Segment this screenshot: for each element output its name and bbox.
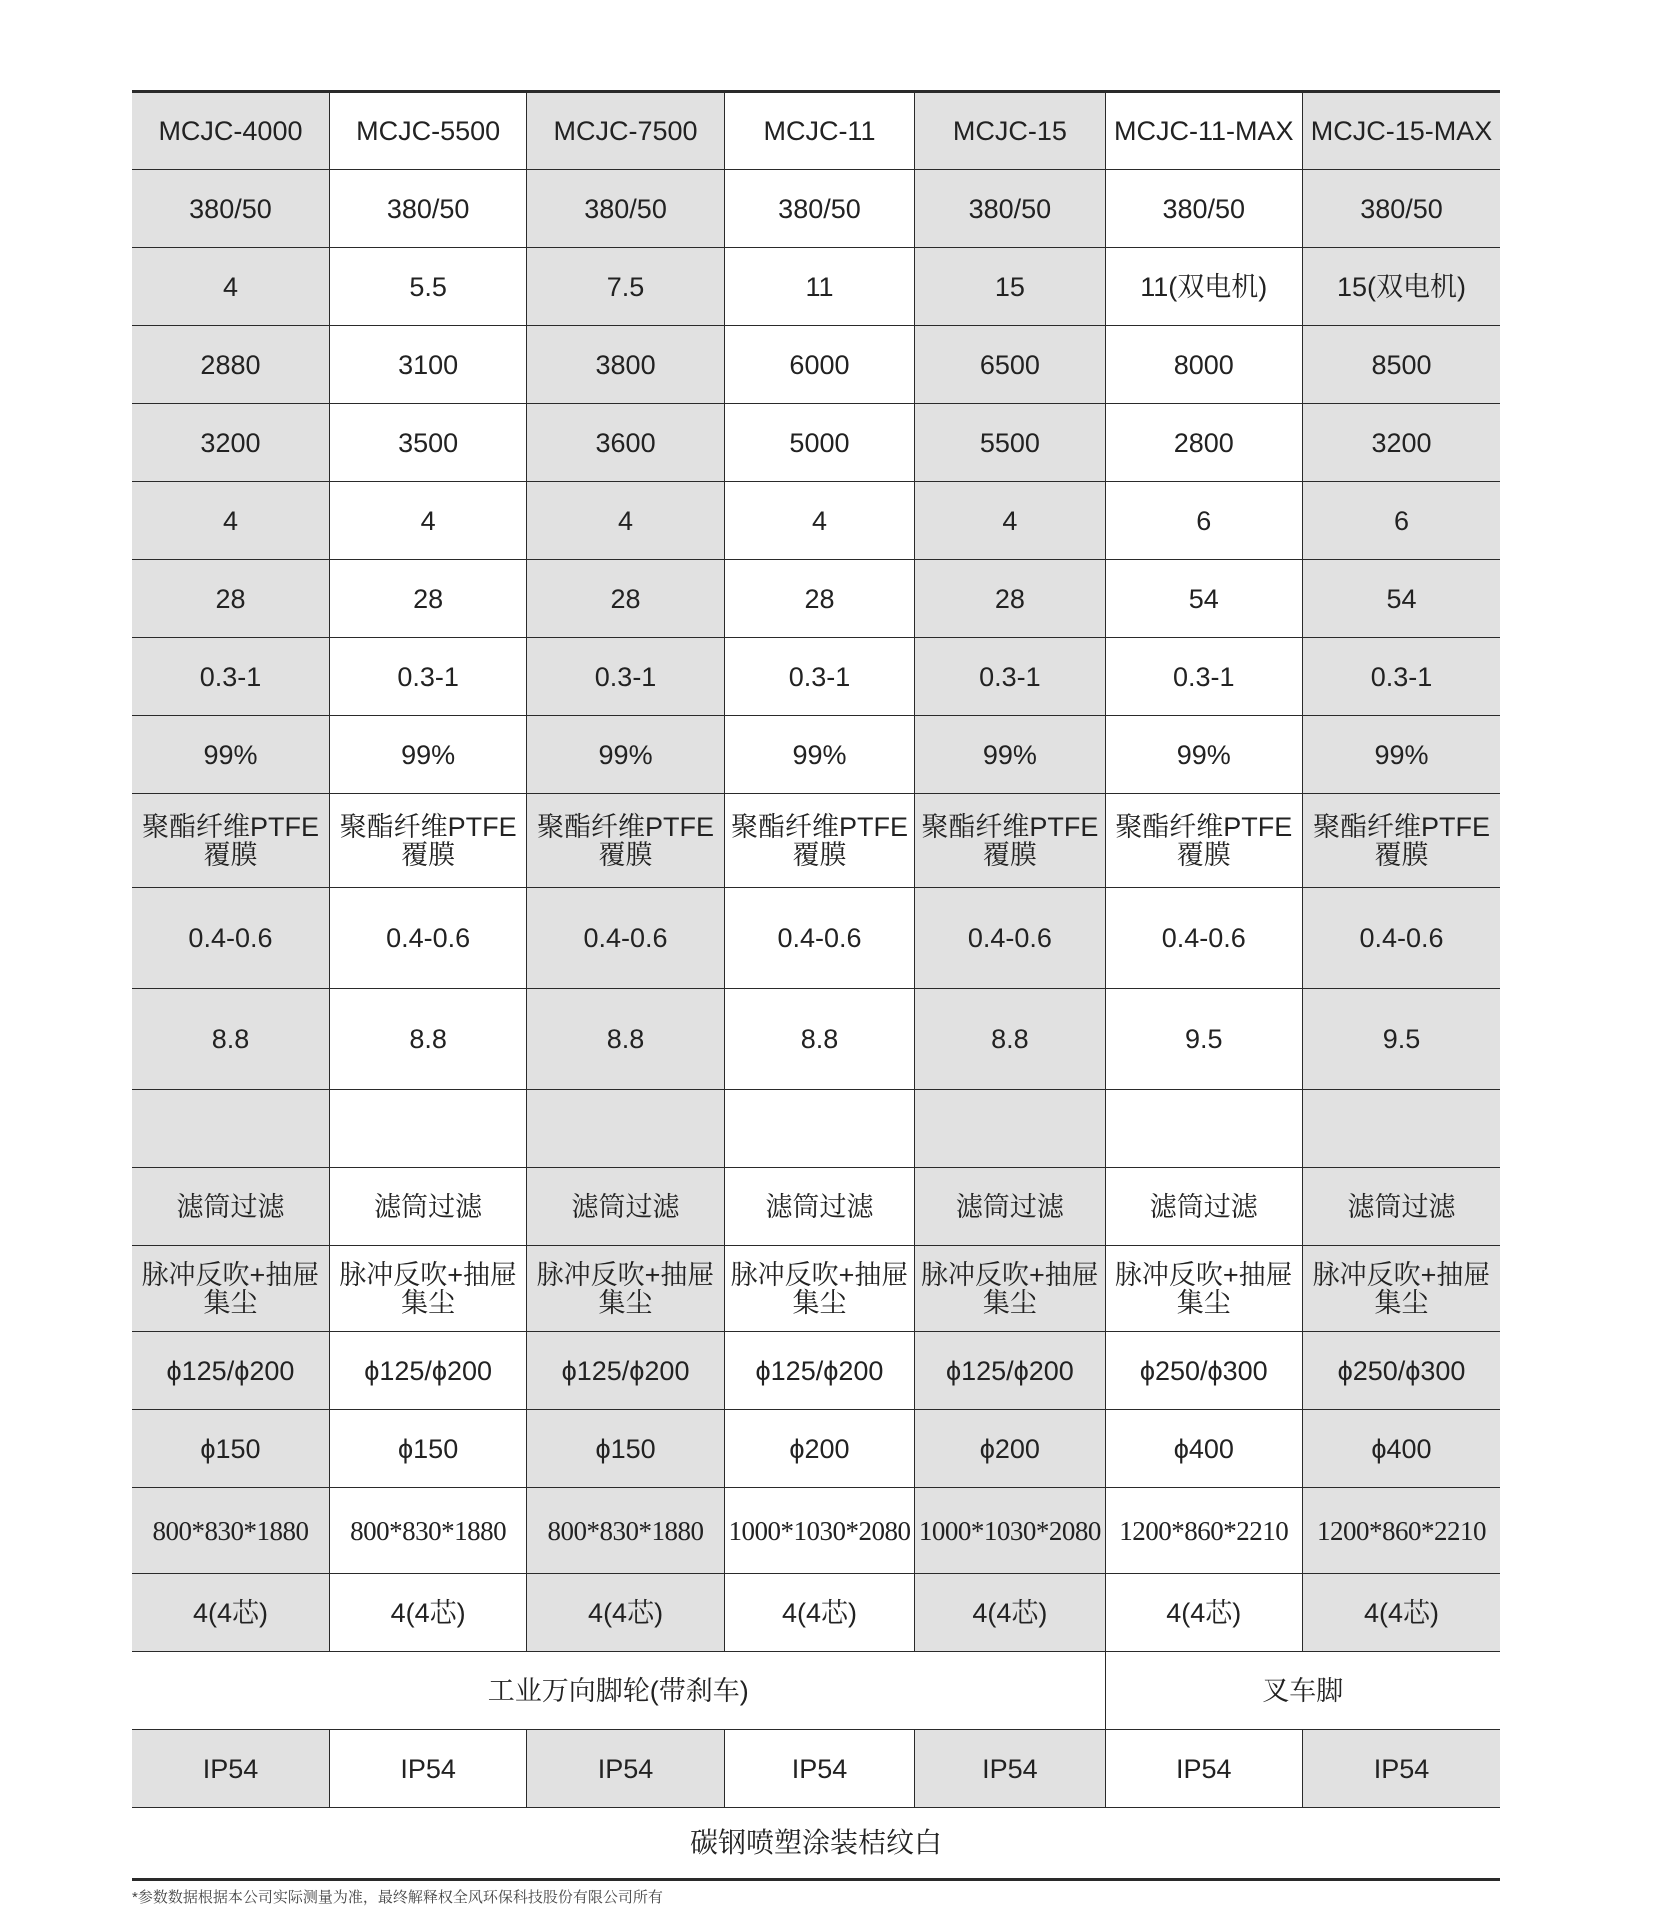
spec-cell — [1303, 1090, 1501, 1168]
spec-cell: 脉冲反吹+抽屉集尘 — [1105, 1246, 1302, 1332]
spec-cell: 0.4-0.6 — [724, 888, 914, 989]
spec-cell — [1105, 1090, 1302, 1168]
spec-cell: 聚酯纤维PTFE覆膜 — [915, 794, 1105, 888]
coating-row — [132, 1804, 1500, 1881]
spec-cell: 8.8 — [915, 989, 1105, 1090]
spec-cell: 脉冲反吹+抽屉集尘 — [132, 1246, 329, 1332]
spec-cell: 8000 — [1105, 326, 1302, 404]
spec-cell: 4 — [915, 482, 1105, 560]
model-header-cell: MCJC-11-MAX — [1105, 92, 1302, 170]
spec-row — [132, 326, 1500, 404]
spec-cell — [329, 1090, 526, 1168]
spec-row — [132, 404, 1500, 482]
spec-cell: ϕ150 — [527, 1410, 724, 1488]
spec-cell: 0.4-0.6 — [1303, 888, 1501, 989]
spec-cell: ϕ125/ϕ200 — [915, 1332, 1105, 1410]
spec-cell — [132, 1090, 329, 1168]
spec-cell: 5500 — [915, 404, 1105, 482]
spec-cell: 0.3-1 — [1105, 638, 1302, 716]
spec-cell: 0.3-1 — [132, 638, 329, 716]
spec-cell: ϕ200 — [915, 1410, 1105, 1488]
spec-row — [132, 1168, 1500, 1246]
protection-cell: IP54 — [1303, 1730, 1501, 1808]
spec-cell: ϕ150 — [132, 1410, 329, 1488]
spec-cell: 4 — [724, 482, 914, 560]
spec-row — [132, 1574, 1500, 1652]
spec-cell: 15 — [915, 248, 1105, 326]
spec-cell: 0.3-1 — [1303, 638, 1501, 716]
spec-row — [132, 989, 1500, 1090]
spec-cell: 380/50 — [724, 170, 914, 248]
spec-row — [132, 1410, 1500, 1488]
spec-cell: 0.4-0.6 — [915, 888, 1105, 989]
spec-cell: 3600 — [527, 404, 724, 482]
spec-cell: 5.5 — [329, 248, 526, 326]
spec-cell: 5000 — [724, 404, 914, 482]
spec-row — [132, 482, 1500, 560]
spec-cell: ϕ400 — [1105, 1410, 1302, 1488]
spec-cell: 28 — [915, 560, 1105, 638]
spec-cell: 聚酯纤维PTFE覆膜 — [724, 794, 914, 888]
spec-cell: 380/50 — [527, 170, 724, 248]
spec-cell: 28 — [724, 560, 914, 638]
spec-cell: 1200*860*2210 — [1303, 1488, 1501, 1574]
spec-cell: 0.4-0.6 — [1105, 888, 1302, 989]
spec-cell: ϕ125/ϕ200 — [724, 1332, 914, 1410]
model-header-cell: MCJC-7500 — [527, 92, 724, 170]
model-header-cell: MCJC-4000 — [132, 92, 329, 170]
spec-cell: 54 — [1303, 560, 1501, 638]
spec-cell: 99% — [527, 716, 724, 794]
spec-cell: 滤筒过滤 — [132, 1168, 329, 1246]
spec-cell: 800*830*1880 — [527, 1488, 724, 1574]
protection-cell: IP54 — [527, 1730, 724, 1808]
spec-cell: 9.5 — [1303, 989, 1501, 1090]
spec-cell: 7.5 — [527, 248, 724, 326]
spec-row — [132, 638, 1500, 716]
spec-table — [132, 90, 1500, 1808]
spec-cell: ϕ125/ϕ200 — [132, 1332, 329, 1410]
spec-cell: 380/50 — [132, 170, 329, 248]
spec-cell: 54 — [1105, 560, 1302, 638]
spec-cell: 800*830*1880 — [329, 1488, 526, 1574]
spec-cell: 滤筒过滤 — [724, 1168, 914, 1246]
wheel-row — [132, 1652, 1500, 1730]
spec-cell: 4(4芯) — [724, 1574, 914, 1652]
spec-cell: 99% — [724, 716, 914, 794]
spec-cell: ϕ250/ϕ300 — [1303, 1332, 1501, 1410]
spec-cell: 滤筒过滤 — [329, 1168, 526, 1246]
spec-cell: 聚酯纤维PTFE覆膜 — [1105, 794, 1302, 888]
spec-cell: 6500 — [915, 326, 1105, 404]
spec-row — [132, 1488, 1500, 1574]
spec-cell: 380/50 — [329, 170, 526, 248]
spec-row — [132, 248, 1500, 326]
protection-cell: IP54 — [915, 1730, 1105, 1808]
spec-cell: 6 — [1105, 482, 1302, 560]
spec-cell: 脉冲反吹+抽屉集尘 — [329, 1246, 526, 1332]
spec-cell: 6 — [1303, 482, 1501, 560]
spec-cell: 4(4芯) — [1303, 1574, 1501, 1652]
spec-cell: 8500 — [1303, 326, 1501, 404]
header-row — [132, 92, 1500, 170]
spec-cell: 99% — [1303, 716, 1501, 794]
spec-cell: 4 — [329, 482, 526, 560]
spec-cell: 1000*1030*2080 — [915, 1488, 1105, 1574]
spec-cell: 11 — [724, 248, 914, 326]
spec-cell: 6000 — [724, 326, 914, 404]
spec-cell: 脉冲反吹+抽屉集尘 — [724, 1246, 914, 1332]
spec-cell: ϕ125/ϕ200 — [527, 1332, 724, 1410]
spec-cell: 0.4-0.6 — [527, 888, 724, 989]
spec-cell: 3200 — [1303, 404, 1501, 482]
spec-cell: 0.3-1 — [329, 638, 526, 716]
spec-cell: 3200 — [132, 404, 329, 482]
spec-cell: 8.8 — [132, 989, 329, 1090]
spec-cell: 3100 — [329, 326, 526, 404]
spec-row — [132, 1246, 1500, 1332]
spec-cell — [915, 1090, 1105, 1168]
spec-cell: 1000*1030*2080 — [724, 1488, 914, 1574]
model-header-cell: MCJC-5500 — [329, 92, 526, 170]
spec-cell: 4 — [132, 482, 329, 560]
spec-cell: 1200*860*2210 — [1105, 1488, 1302, 1574]
spec-cell: 4(4芯) — [329, 1574, 526, 1652]
spec-cell: 聚酯纤维PTFE覆膜 — [527, 794, 724, 888]
spec-cell: 99% — [132, 716, 329, 794]
spec-cell: 0.3-1 — [915, 638, 1105, 716]
spec-cell: 11(双电机) — [1105, 248, 1302, 326]
spec-cell: 15(双电机) — [1303, 248, 1501, 326]
protection-cell: IP54 — [329, 1730, 526, 1808]
spec-cell: ϕ200 — [724, 1410, 914, 1488]
caster-wheel-cell: 工业万向脚轮(带刹车) — [132, 1652, 1105, 1730]
spec-cell: 28 — [329, 560, 526, 638]
spec-cell: 0.4-0.6 — [132, 888, 329, 989]
footnote: *参数数据根据本公司实际测量为准，最终解释权全风环保科技股份有限公司所有 — [132, 1889, 663, 1906]
spec-cell: 380/50 — [915, 170, 1105, 248]
spec-cell: 4(4芯) — [527, 1574, 724, 1652]
spec-cell: ϕ125/ϕ200 — [329, 1332, 526, 1410]
spec-cell: 3800 — [527, 326, 724, 404]
spec-cell: 4(4芯) — [132, 1574, 329, 1652]
spec-cell: ϕ250/ϕ300 — [1105, 1332, 1302, 1410]
spec-cell: 0.3-1 — [724, 638, 914, 716]
spec-cell: 滤筒过滤 — [1303, 1168, 1501, 1246]
spec-row — [132, 716, 1500, 794]
spec-row — [132, 170, 1500, 248]
spec-cell: 8.8 — [329, 989, 526, 1090]
spec-cell: 2880 — [132, 326, 329, 404]
spec-cell: 滤筒过滤 — [527, 1168, 724, 1246]
spec-cell: 3500 — [329, 404, 526, 482]
spec-cell: 380/50 — [1105, 170, 1302, 248]
spec-cell: 380/50 — [1303, 170, 1501, 248]
spec-cell: 0.4-0.6 — [329, 888, 526, 989]
model-header-cell: MCJC-11 — [724, 92, 914, 170]
spec-cell: 4 — [527, 482, 724, 560]
spec-cell — [724, 1090, 914, 1168]
spec-cell: 脉冲反吹+抽屉集尘 — [915, 1246, 1105, 1332]
spec-cell — [527, 1090, 724, 1168]
model-header-cell: MCJC-15-MAX — [1303, 92, 1501, 170]
spec-cell: 脉冲反吹+抽屉集尘 — [1303, 1246, 1501, 1332]
spec-row — [132, 560, 1500, 638]
protection-cell: IP54 — [132, 1730, 329, 1808]
spec-cell: 9.5 — [1105, 989, 1302, 1090]
protection-cell: IP54 — [724, 1730, 914, 1808]
spec-cell: 滤筒过滤 — [915, 1168, 1105, 1246]
spec-cell: 2800 — [1105, 404, 1302, 482]
spec-row — [132, 1090, 1500, 1168]
spec-cell: 滤筒过滤 — [1105, 1168, 1302, 1246]
forklift-foot-cell: 叉车脚 — [1105, 1652, 1500, 1730]
spec-cell: 99% — [329, 716, 526, 794]
spec-cell: 脉冲反吹+抽屉集尘 — [527, 1246, 724, 1332]
spec-cell: 99% — [915, 716, 1105, 794]
spec-cell: 0.3-1 — [527, 638, 724, 716]
spec-cell: 聚酯纤维PTFE覆膜 — [1303, 794, 1501, 888]
spec-cell: 聚酯纤维PTFE覆膜 — [329, 794, 526, 888]
spec-cell: 28 — [132, 560, 329, 638]
spec-cell: 聚酯纤维PTFE覆膜 — [132, 794, 329, 888]
protection-row — [132, 1730, 1500, 1808]
spec-cell: 4(4芯) — [915, 1574, 1105, 1652]
spec-cell: 4(4芯) — [1105, 1574, 1302, 1652]
spec-row — [132, 1332, 1500, 1410]
spec-cell: 28 — [527, 560, 724, 638]
spec-cell: 99% — [1105, 716, 1302, 794]
coating-label: 碳钢喷塑涂装桔纹白 — [689, 1827, 942, 1858]
spec-row — [132, 888, 1500, 989]
spec-row — [132, 794, 1500, 888]
spec-cell: 8.8 — [527, 989, 724, 1090]
spec-cell: ϕ400 — [1303, 1410, 1501, 1488]
spec-cell: 4 — [132, 248, 329, 326]
spec-cell: 8.8 — [724, 989, 914, 1090]
spec-cell: ϕ150 — [329, 1410, 526, 1488]
protection-cell: IP54 — [1105, 1730, 1302, 1808]
spec-cell: 800*830*1880 — [132, 1488, 329, 1574]
model-header-cell: MCJC-15 — [915, 92, 1105, 170]
